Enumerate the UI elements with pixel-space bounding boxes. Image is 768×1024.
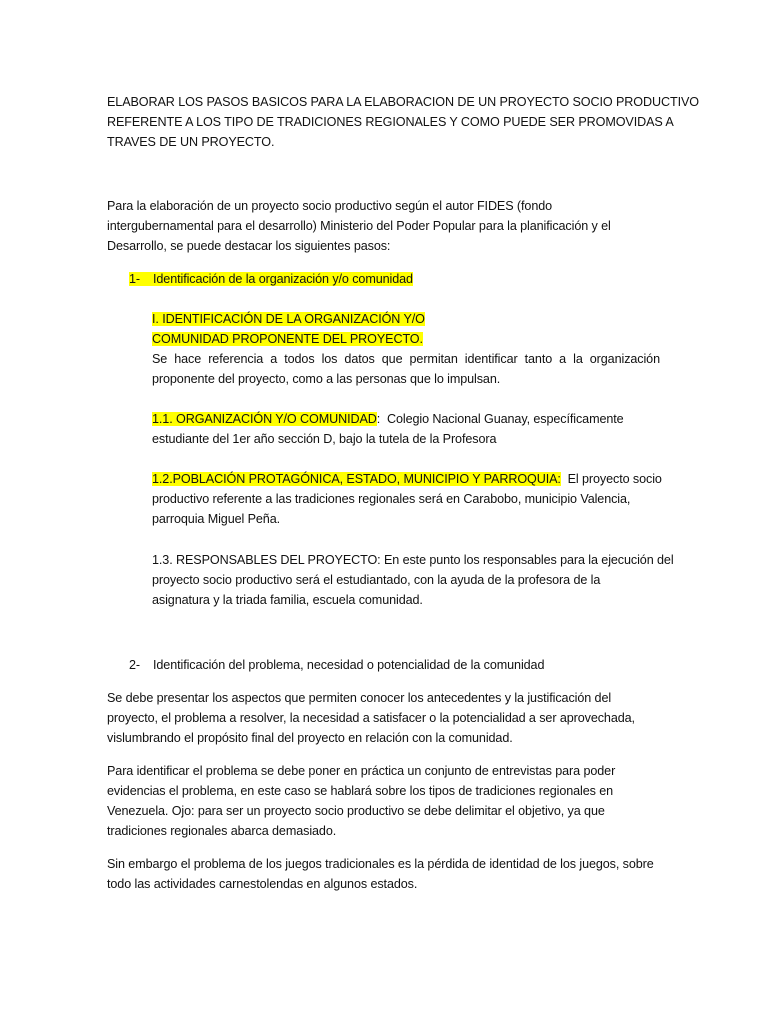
- paragraph-line: todo las actividades carnestolendas en algunos estados.: [107, 877, 418, 891]
- intro-line: Desarrollo, se puede destacar los siguientes pasos:: [107, 239, 391, 253]
- title-line: TRAVES DE UN PROYECTO.: [107, 135, 275, 149]
- section-1-2-label: 1.2.POBLACIÓN PROTAGÓNICA, ESTADO, MUNICIPIO Y PARROQUIA:: [152, 472, 561, 486]
- paragraph-line: Venezuela. Ojo: para ser un proyecto socio productivo se debe delimitar el objetivo, ya que: [107, 804, 605, 818]
- paragraph-juegos: [107, 854, 654, 894]
- intro-line: Para la elaboración de un proyecto socio productivo según el autor FIDES (fondo: [107, 199, 553, 213]
- section-1-2-line2: productivo referente a las tradiciones regionales será en Carabobo, municipio Valencia,: [152, 492, 631, 506]
- section-1-3-line3: asignatura y la triada familia, escuela comunidad.: [152, 593, 423, 607]
- section-1-1: [152, 409, 624, 449]
- title-line: ELABORAR LOS PASOS BASICOS PARA LA ELABORACION DE UN PROYECTO SOCIO PRODUCTIVO: [107, 95, 699, 109]
- section-1-3-line2: proyecto socio productivo será el estudiantado, con la ayuda de la profesora de la: [152, 573, 601, 587]
- intro-paragraph: [107, 196, 611, 256]
- section-i-heading-line2: COMUNIDAD PROPONENTE DEL PROYECTO.: [152, 332, 423, 346]
- step-1-highlight: [129, 272, 413, 286]
- paragraph-line: Para identificar el problema se debe poner en práctica un conjunto de entrevistas para poder: [107, 764, 616, 778]
- step-1-number: 1-: [129, 272, 140, 286]
- section-i-body: Se hace referencia a todos los datos que permitan identificar tanto a la organización proponente del proyecto, como a las personas que lo impulsan.: [152, 352, 660, 386]
- section-1-1-line2: estudiante del 1er año sección D, bajo la tutela de la Profesora: [152, 432, 497, 446]
- paragraph-line: tradiciones regionales abarca demasiado.: [107, 824, 337, 838]
- intro-line: intergubernamental para el desarrollo) Ministerio del Poder Popular para la planificación y el: [107, 219, 611, 233]
- section-1-2-text: El proyecto socio: [560, 472, 662, 486]
- section-1-1-colon: :: [376, 412, 381, 426]
- section-1-2: [152, 469, 662, 529]
- step-1-item: [129, 269, 413, 289]
- section-1-1-label: 1.1. ORGANIZACIÓN Y/O COMUNIDAD: [152, 412, 377, 426]
- title-line: REFERENTE A LOS TIPO DE TRADICIONES REGIONALES Y COMO PUEDE SER PROMOVIDAS A: [107, 115, 674, 129]
- section-1-1-text: Colegio Nacional Guanay, específicamente: [380, 412, 624, 426]
- section-1-3: [152, 550, 674, 610]
- paragraph-line: Sin embargo el problema de los juegos tradicionales es la pérdida de identidad de los juegos, sobre: [107, 857, 654, 871]
- step-2-number: 2-: [129, 658, 140, 672]
- section-1-3-line1: 1.3. RESPONSABLES DEL PROYECTO: En este punto los responsables para la ejecución del: [152, 553, 674, 567]
- section-i-heading: [152, 309, 425, 349]
- paragraph-antecedentes: [107, 688, 635, 748]
- step-1-label: Identificación de la organización y/o comunidad: [153, 272, 413, 286]
- paragraph-line: evidencias el problema, en este caso se hablará sobre los tipos de tradiciones regionales en: [107, 784, 614, 798]
- paragraph-line: Se debe presentar los aspectos que permiten conocer los antecedentes y la justificación del: [107, 691, 612, 705]
- step-2-label: Identificación del problema, necesidad o potencialidad de la comunidad: [153, 658, 545, 672]
- section-i-heading-line1: I. IDENTIFICACIÓN DE LA ORGANIZACIÓN Y/O: [152, 312, 425, 326]
- section-1-2-line3: parroquia Miguel Peña.: [152, 512, 281, 526]
- paragraph-line: vislumbrando el propósito final del proyecto en relación con la comunidad.: [107, 731, 513, 745]
- paragraph-line: proyecto, el problema a resolver, la necesidad a satisfacer o la potencialidad a ser aprovechada,: [107, 711, 635, 725]
- step-2-item: [129, 655, 544, 675]
- document-title: [107, 92, 699, 152]
- paragraph-identificar: [107, 761, 615, 841]
